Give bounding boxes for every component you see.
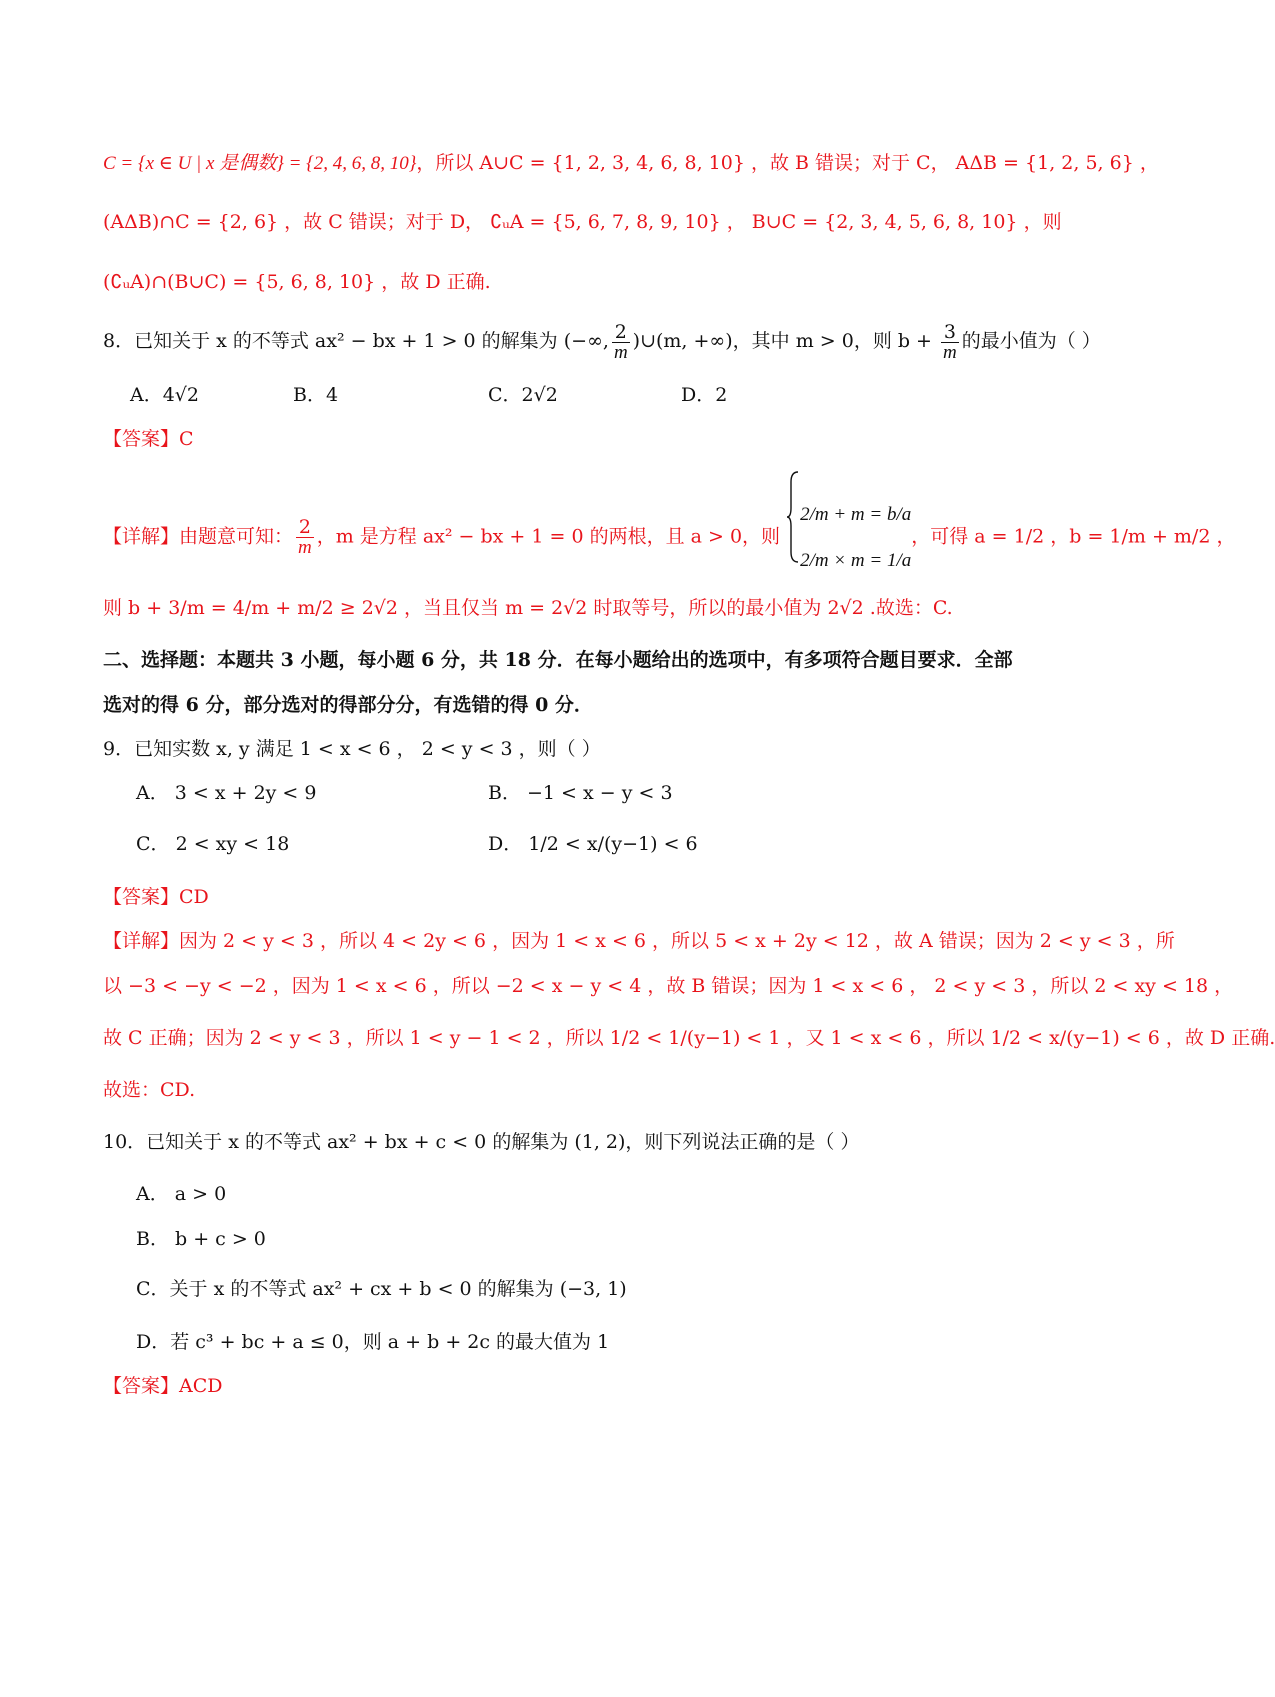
q9-detail-line-4: 故选：CD.	[103, 1079, 196, 1101]
q8-stem-a: 8．已知关于 x 的不等式 ax² − bx + 1 > 0 的解集为	[103, 330, 558, 352]
q10-option-a: A． a > 0	[136, 1183, 227, 1205]
q8-stem	[103, 317, 1101, 365]
q8-option-c: C．2√2	[488, 384, 558, 406]
q8-frac-den: m	[613, 341, 628, 363]
q8-option-a: A．4√2	[130, 384, 200, 406]
q9-option-d: D． 1/2 < x/(y−1) < 6	[488, 833, 698, 855]
q10-option-b: B． b + c > 0	[136, 1228, 266, 1250]
q8-detail-fraction	[296, 517, 314, 558]
q8-detail-frac-den: m	[298, 537, 312, 558]
left-brace-icon	[786, 470, 800, 564]
q10-stem: 10．已知关于 x 的不等式 ax² + bx + c < 0 的解集为 (1, 2)，则下列说法正确的是（ ）	[103, 1131, 860, 1153]
q8-detail-line-2: 则 b + 3/m = 4/m + m/2 ≥ 2√2 ，当且仅当 m = 2√2 时取等号，所以的最小值为 2√2 .故选：C.	[103, 597, 953, 619]
q8-answer: 【答案】C	[103, 428, 194, 450]
q10-option-c: C．关于 x 的不等式 ax² + cx + b < 0 的解集为 (−3, 1)	[136, 1278, 627, 1300]
q8-detail-frac-num: 2	[296, 517, 314, 538]
q8-fraction-2-over-m	[612, 322, 630, 363]
q10-option-d: D．若 c³ + bc + a ≤ 0，则 a + b + 2c 的最大值为 1	[136, 1331, 610, 1353]
q8-system-row-1: 2/m + m = b/a	[800, 503, 912, 525]
q8-detail-c: ，可得 a = 1/2 ，b = 1/m + m/2 ，	[911, 525, 1236, 548]
q7-line1-math: C = {x ∈ U | x 是偶数} = {2, 4, 6, 8, 10}	[103, 153, 417, 174]
q8-option-d: D．2	[681, 384, 728, 406]
q8-stem-d: 的最小值为（ ）	[961, 330, 1101, 352]
q8-detail-a: 【详解】由题意可知：	[103, 525, 294, 548]
q9-option-b: B． −1 < x − y < 3	[488, 782, 673, 804]
q9-detail-line-2: 以 −3 < −y < −2 ，因为 1 < x < 6 ，所以 −2 < x − y < 4 ，故 B 错误；因为 1 < x < 6 ， 2 < y < 3 ，所以 2 < xy < 18 ，	[103, 975, 1234, 997]
q7-line-1	[103, 149, 1159, 178]
q9-detail-line-3: 故 C 正确；因为 2 < y < 3 ，所以 1 < y − 1 < 2 ，所以 1/2 < 1/(y−1) < 1 ，又 1 < x < 6 ，所以 1/2 < x/(y−1) < 6 ，故 D 正确.	[103, 1027, 1275, 1049]
q10-answer: 【答案】ACD	[103, 1375, 223, 1397]
q7-line-2: (AΔB)∩C = {2, 6} ，故 C 错误；对于 D， ∁ᵤA = {5, 6, 7, 8, 9, 10} ， B∪C = {2, 3, 4, 5, 6, 8, 10} ，则	[103, 211, 1062, 233]
q9-detail-line-1: 【详解】因为 2 < y < 3 ，所以 4 < 2y < 6 ，因为 1 < x < 6 ，所以 5 < x + 2y < 12 ，故 A 错误；因为 2 < y < 3 ，所	[103, 930, 1175, 952]
q8-system-row-2: 2/m × m = 1/a	[800, 549, 912, 571]
q9-option-c: C． 2 < xy < 18	[136, 833, 290, 855]
q8-detail-line-1	[103, 470, 1235, 605]
q8-frac2-num: 3	[941, 322, 959, 343]
q9-answer: 【答案】CD	[103, 886, 209, 908]
q8-frac-num: 2	[612, 322, 630, 343]
q8-stem-c: )∪(m, +∞)，其中 m > 0，则 b +	[632, 330, 932, 352]
q8-detail-b: ，m 是方程 ax² − bx + 1 = 0 的两根，且 a > 0，则	[316, 525, 781, 548]
q8-stem-b: (−∞,	[563, 330, 609, 352]
q8-option-b: B．4	[293, 384, 339, 406]
q8-frac2-den: m	[943, 341, 957, 363]
q9-option-a: A． 3 < x + 2y < 9	[136, 782, 317, 804]
section-2-heading-line-1: 二、选择题：本题共 3 小题，每小题 6 分，共 18 分．在每小题给出的选项中，有多项符合题目要求．全部	[103, 649, 1013, 671]
q8-fraction-3-over-m	[941, 322, 959, 363]
section-2-heading-line-2: 选对的得 6 分，部分选对的得部分分，有选错的得 0 分．	[103, 694, 593, 716]
q7-line1-text: ，所以 A∪C = {1, 2, 3, 4, 6, 8, 10} ，故 B 错误；对于 C， AΔB = {1, 2, 5, 6} ，	[416, 152, 1159, 174]
q7-line-3: (∁ᵤA)∩(B∪C) = {5, 6, 8, 10} ，故 D 正确.	[103, 271, 491, 293]
q9-stem: 9．已知实数 x, y 满足 1 < x < 6 ， 2 < y < 3 ，则（ ）	[103, 738, 601, 760]
q8-system-brace	[786, 470, 800, 605]
q8-equation-system	[800, 492, 911, 584]
